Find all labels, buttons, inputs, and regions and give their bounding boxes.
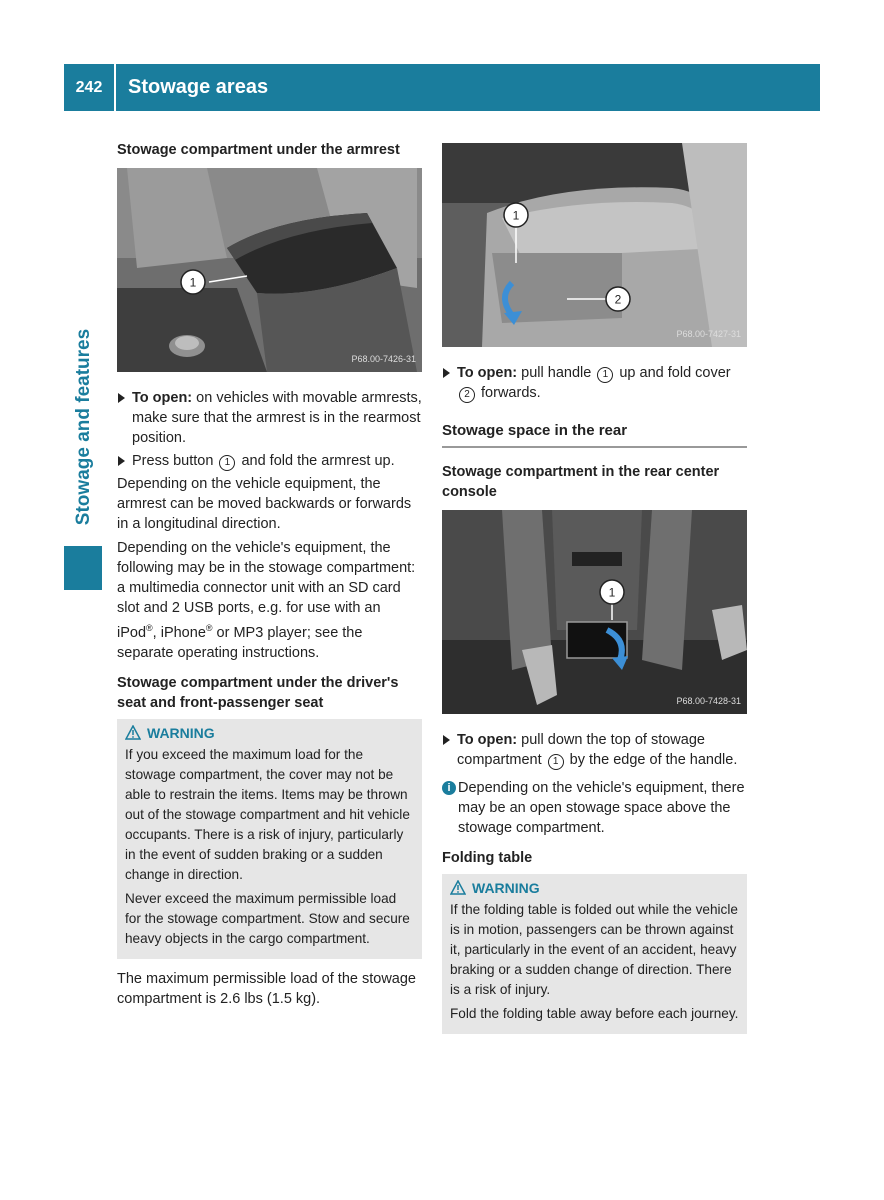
warning-text: If you exceed the maximum load for the stowage compartment, the cover may not be able to restrain the items. Items may be thrown out of the stowage compartment and hit vehicle occupants. There is a risk of injury, particularly in the event of sudden braking or a sudden change in direction.: [125, 746, 410, 882]
armrest-heading: Stowage compartment under the armrest: [117, 142, 400, 158]
bullet-arrow-icon: [443, 368, 450, 378]
step-text: pull handle: [517, 365, 596, 381]
page-header: [64, 64, 820, 111]
max-load-paragraph: The maximum permissible load of the stowage compartment is 2.6 lbs (1.5 kg).: [117, 970, 416, 1007]
callout-number: 1: [548, 754, 564, 770]
step-label: To open:: [457, 732, 518, 748]
open-armrest-step: [117, 388, 422, 448]
registered-mark: ®: [146, 623, 153, 633]
step-label: To open:: [457, 365, 518, 381]
open-seat-compartment-step: [442, 363, 747, 403]
step-text: by the edge of the handle.: [565, 752, 738, 768]
registered-mark: ®: [205, 623, 213, 633]
step-label: To open:: [132, 390, 193, 406]
step-text: and fold the armrest up.: [237, 453, 395, 469]
warning-text: If the folding table is folded out while the vehicle is in motion, passengers can be thrown against it, particularly in the event of an accident, heavy braking or a sudden change of direction. There is a risk of injury.: [450, 902, 738, 997]
callout-1: 1: [512, 208, 520, 223]
step-text: pull down the top of stowage compartment: [457, 732, 705, 768]
warning-instruction: Never exceed the maximum permissible load for the stowage compartment. Stow and secure heavy objects in the cargo compartment.: [125, 890, 410, 946]
paragraph-text: or MP3 player; see the separate operating instructions.: [117, 624, 363, 661]
folding-table-heading: Folding table: [442, 850, 533, 866]
seat-heading: Stowage compartment under the driver's seat and front-passenger seat: [117, 674, 399, 711]
info-note: [442, 778, 747, 838]
side-tab: [66, 317, 102, 537]
paragraph-text: , iPhone: [152, 624, 206, 641]
warning-box: [117, 719, 422, 959]
callout-number: 2: [459, 387, 475, 403]
step-text: Press button: [132, 453, 218, 469]
seat-stowage-illustration: [442, 143, 747, 347]
armrest-photo: [117, 168, 422, 372]
step-text: up and fold cover: [615, 365, 731, 381]
right-column: [442, 143, 747, 1044]
info-icon: i: [442, 781, 456, 795]
press-button-step: [117, 451, 422, 471]
warning-title: [125, 723, 414, 743]
left-column: [117, 140, 422, 1013]
photo-code: P68.00-7428-31: [676, 696, 741, 706]
rear-console-illustration: [442, 510, 747, 714]
step-text: on vehicles with movable armrests, make sure that the armrest is in the rearmost position.: [132, 390, 422, 446]
bullet-arrow-icon: [118, 393, 125, 403]
warning-label: WARNING: [472, 880, 540, 896]
page-title: Stowage areas: [128, 76, 269, 98]
console-heading: Stowage compartment in the rear center console: [442, 464, 720, 500]
warning-instruction: Fold the folding table away before each journey.: [450, 1006, 739, 1021]
bullet-arrow-icon: [443, 735, 450, 745]
warning-triangle-icon: [450, 880, 466, 895]
warning-triangle-icon: [125, 725, 141, 740]
seat-stowage-photo: [442, 143, 747, 347]
rear-heading: Stowage space in the rear: [442, 421, 747, 448]
step-text: forwards.: [477, 385, 541, 401]
bullet-arrow-icon: [118, 456, 125, 466]
callout-number: 1: [597, 367, 613, 383]
info-text: Depending on the vehicle's equipment, there may be an open stowage space above the stowage compartment.: [458, 780, 745, 836]
callout-2: 2: [614, 292, 622, 307]
photo-code: P68.00-7427-31: [676, 329, 741, 339]
photo-code: P68.00-7426-31: [351, 354, 416, 364]
side-tab-marker: [64, 546, 102, 590]
warning-label: WARNING: [147, 724, 215, 741]
side-tab-label: Stowage and features: [73, 328, 94, 526]
page-number: 242: [64, 64, 116, 111]
callout-1: 1: [189, 275, 197, 290]
callout-1: 1: [608, 585, 616, 600]
paragraph-text: Depending on the vehicle's equipment, the following may be in the stowage compartment: a multimedia connector unit with an SD card slot and 2 USB ports, e.g. for use with an iPod: [117, 540, 416, 641]
warning-title: [450, 878, 739, 898]
open-rear-compartment-step: [442, 730, 747, 770]
multimedia-paragraph: [117, 538, 422, 663]
warning-box: [442, 874, 747, 1034]
armrest-illustration: [117, 168, 422, 372]
rear-console-photo: [442, 510, 747, 714]
callout-number: 1: [219, 455, 235, 471]
armrest-adjust-paragraph: Depending on the vehicle equipment, the armrest can be moved backwards or forwards in a longitudinal direction.: [117, 476, 412, 532]
